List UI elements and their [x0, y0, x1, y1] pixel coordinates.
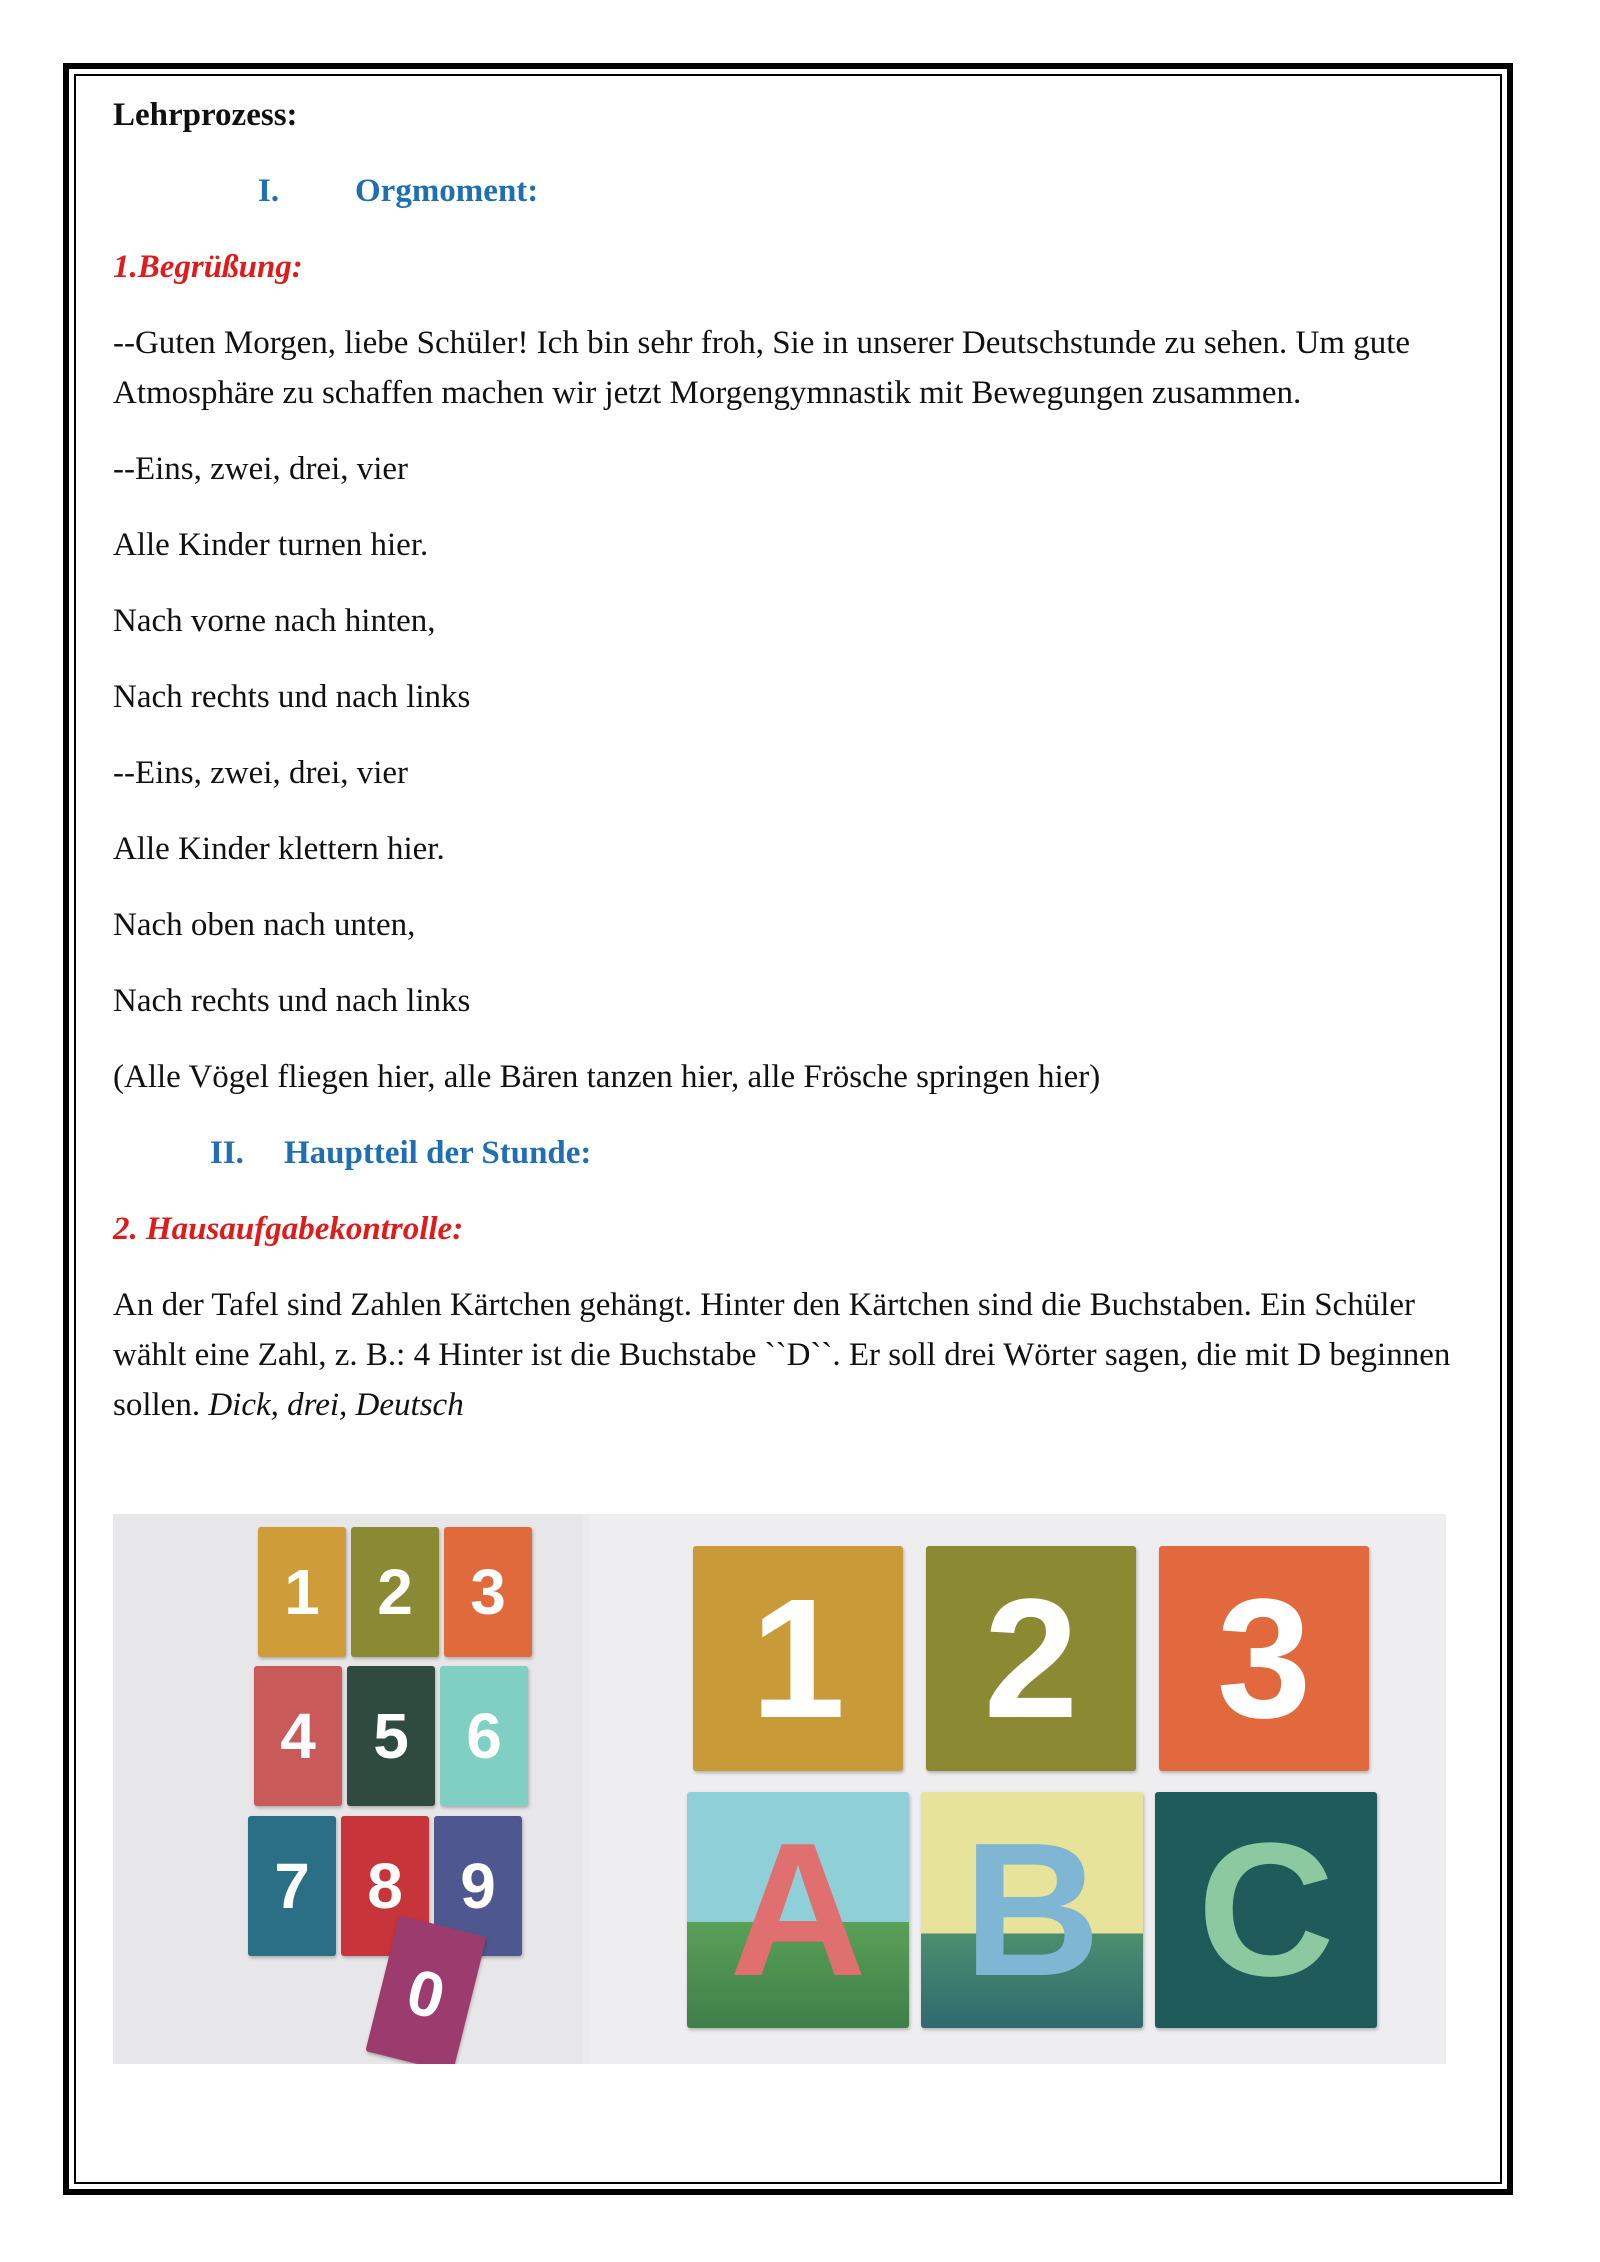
- verse-line: (Alle Vögel fliegen hier, alle Bären tanzen hier, alle Frösche springen hier): [113, 1059, 1101, 1095]
- document-title: Lehrprozess:: [113, 97, 298, 133]
- big-card-1: 1: [693, 1546, 903, 1771]
- section-label: Hauptteil der Stunde:: [284, 1134, 592, 1171]
- document-body: [113, 90, 1483, 1456]
- verse-line: Nach vorne nach hinten,: [113, 603, 436, 639]
- small-card-9: 9: [434, 1816, 522, 1956]
- verse-line: Nach rechts und nach links: [113, 983, 471, 1019]
- verse-line: --Eins, zwei, drei, vier: [113, 451, 409, 487]
- section-number: II.: [210, 1134, 244, 1171]
- small-card-0: 0: [365, 1915, 486, 2064]
- small-card-5: 5: [347, 1666, 435, 1806]
- verse-line: Alle Kinder turnen hier.: [113, 527, 429, 563]
- subheading-hausaufgabe: 2. Hausaufgabekontrolle:: [113, 1211, 464, 1247]
- small-card-2: 2: [351, 1527, 439, 1657]
- section-label: Orgmoment:: [355, 172, 539, 209]
- big-card-a: A: [687, 1792, 909, 2028]
- subheading-begruessung: 1.Begrüßung:: [113, 249, 303, 285]
- small-card-8: 8: [341, 1816, 429, 1956]
- section-heading-2: [113, 1128, 1483, 1178]
- verse-line: Nach oben nach unten,: [113, 907, 416, 943]
- small-card-4: 4: [254, 1666, 342, 1806]
- verse-line: Nach rechts und nach links: [113, 679, 471, 715]
- small-card-7: 7: [248, 1816, 336, 1956]
- small-card-6: 6: [440, 1666, 528, 1806]
- card-photo: [113, 1514, 1446, 2064]
- greeting-paragraph: --Guten Morgen, liebe Schüler! Ich bin sehr froh, Sie in unserer Deutschstunde zu sehen. Um gute Atmosphäre zu schaffen machen wir jetzt Morgengymnastik mit Bewegungen zusammen.: [113, 325, 1411, 411]
- small-card-1: 1: [258, 1527, 346, 1657]
- verse-line: --Eins, zwei, drei, vier: [113, 755, 409, 791]
- task-example-words: Dick, drei, Deutsch: [208, 1387, 464, 1423]
- big-card-c: C: [1155, 1792, 1377, 2028]
- section-number: I.: [258, 172, 280, 209]
- verse-line: Alle Kinder klettern hier.: [113, 831, 445, 867]
- section-heading-1: [113, 166, 1483, 216]
- big-card-2: 2: [926, 1546, 1136, 1771]
- task-paragraph: [113, 1280, 1483, 1430]
- big-card-b: B: [921, 1792, 1143, 2028]
- big-card-3: 3: [1159, 1546, 1369, 1771]
- small-card-3: 3: [444, 1527, 532, 1657]
- task-text: An der Tafel sind Zahlen Kärtchen gehängt. Hinter den Kärtchen sind die Buchstaben. Ein Schüler wählt eine Zahl, z. B.: 4 Hinter ist die Buchstabe ``D``. Er soll drei Wörter sagen, die mit D beginnen sollen.: [113, 1287, 1451, 1423]
